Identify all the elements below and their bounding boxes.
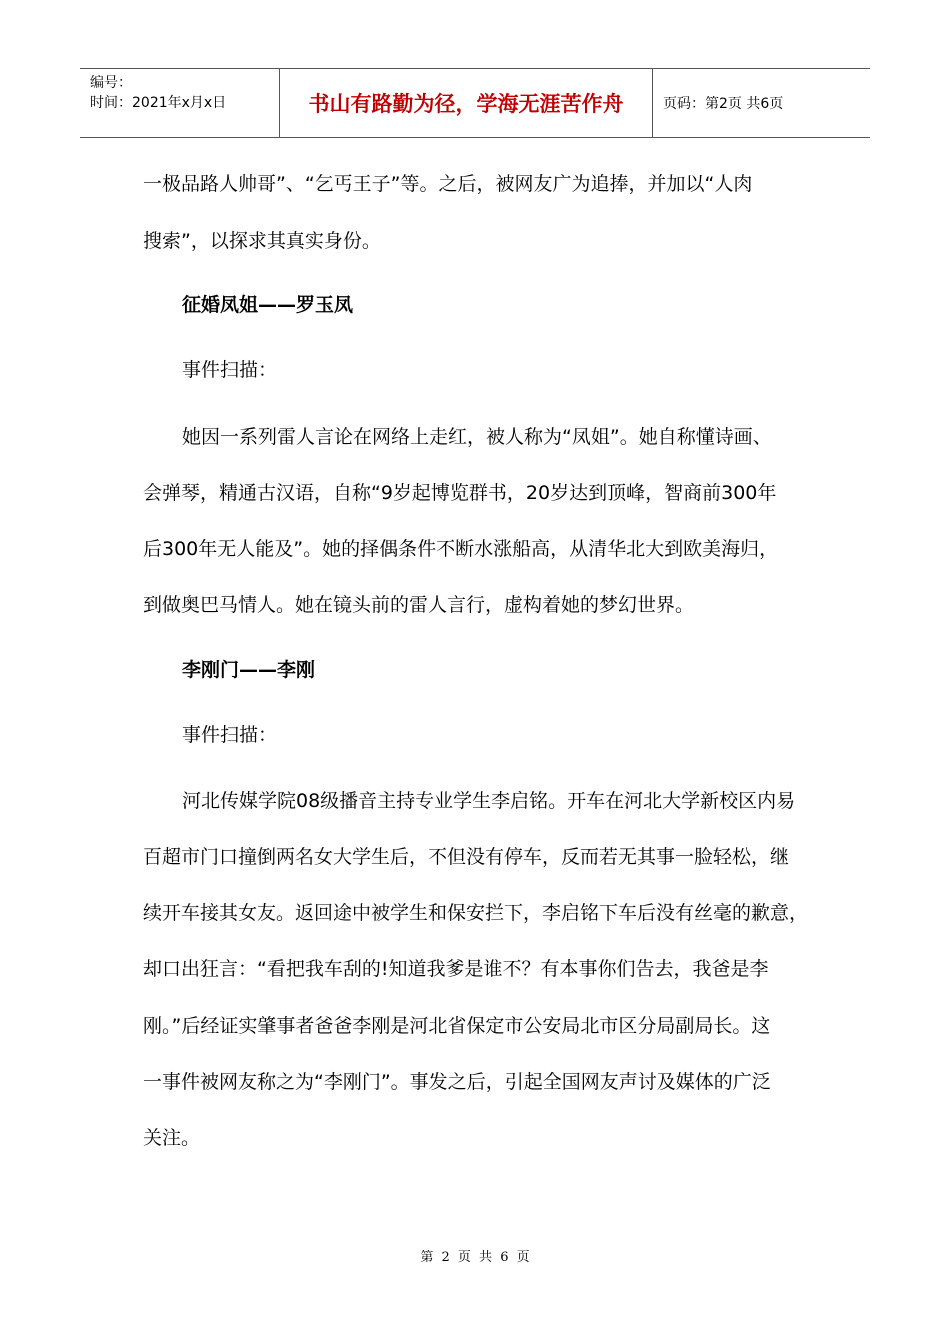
header-motto: 书山有路勤为径，学海无涯苦作舟 [280,69,653,137]
paragraph-line: 续开车接其女友。返回途中被学生和保安拦下，李启铭下车后没有丝毫的歉意， [143,902,809,924]
section-heading-ligang: 李刚门——李刚 [182,659,316,681]
page-header [80,68,870,138]
paragraph-line: 她因一系列雷人言论在网络上走红，被人称为“凤姐”。她自称懂诗画、 [182,426,772,448]
number-label: 编号： [90,75,132,91]
paragraph-line: 刚。”后经证实肇事者爸爸李刚是河北省保定市公安局北市区分局副局长。这 [143,1015,771,1037]
time-label: 时间：2021年x月x日 [90,95,227,111]
paragraph-line: 河北传媒学院08级播音主持专业学生李启铭。开车在河北大学新校区内易 [182,790,796,812]
paragraph-line: 搜索”，以探求其真实身份。 [143,230,381,252]
paragraph-line: 一事件被网友称之为“李刚门”。事发之后，引起全国网友声讨及媒体的广泛 [143,1071,771,1093]
paragraph-line: 后300年无人能及”。她的择偶条件不断水涨船高，从清华北大到欧美海归， [143,538,779,560]
paragraph-line: 到做奥巴马情人。她在镜头前的雷人言行，虚构着她的梦幻世界。 [143,594,695,616]
header-page-info: 页码：第2页 共6页 [663,96,784,112]
paragraph-line: 却口出狂言：“看把我车刮的!知道我爹是谁不？有本事你们告去，我爸是李 [143,958,769,980]
header-meta [80,69,280,137]
page-footer: 第 2 页 共 6 页 [420,1250,530,1265]
event-scan-label: 事件扫描： [182,724,278,746]
paragraph-line: 会弹琴，精通古汉语，自称“9岁起博览群书，20岁达到顶峰，智商前300年 [143,482,777,504]
paragraph-line: 关注。 [143,1127,201,1149]
event-scan-label: 事件扫描： [182,359,278,381]
section-heading-fengjie: 征婚凤姐——罗玉凤 [182,294,354,316]
paragraph-line: 百超市门口撞倒两名女大学生后，不但没有停车，反而若无其事一脸轻松，继 [143,846,790,868]
paragraph-line: 一极品路人帅哥”、“乞丐王子”等。之后，被网友广为追捧，并加以“人肉 [143,173,753,195]
